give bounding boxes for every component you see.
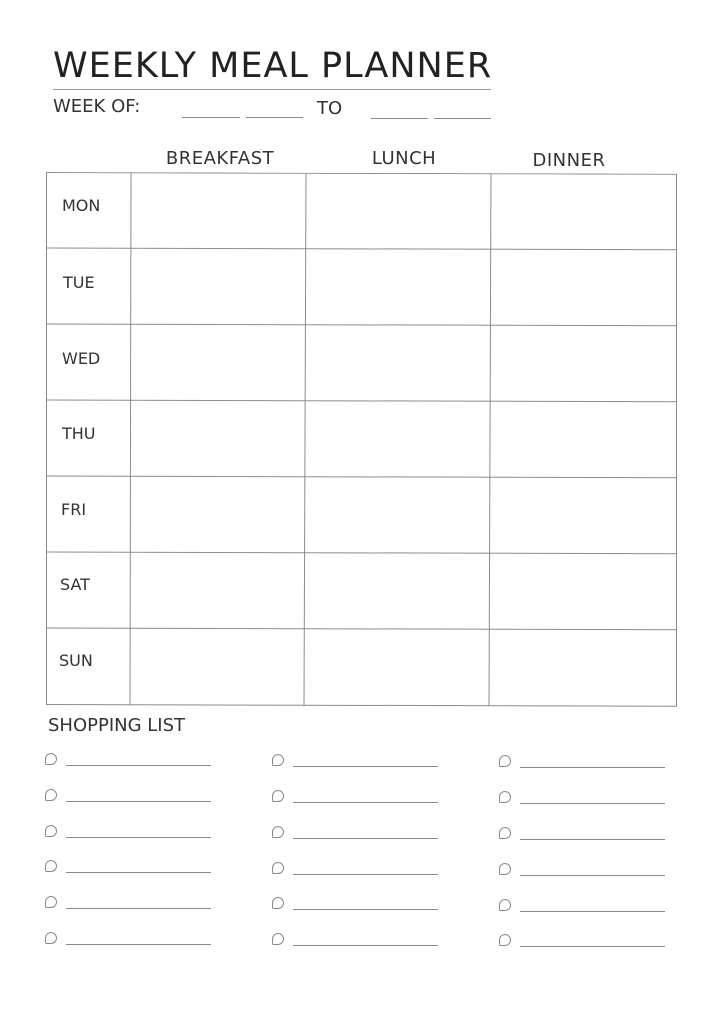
shopping-checkbox[interactable]	[45, 789, 57, 801]
grid-vline-breakfast	[304, 173, 306, 706]
shopping-checkbox[interactable]	[499, 899, 511, 911]
shopping-list-item	[499, 789, 669, 809]
grid-hline-4	[46, 476, 677, 478]
grid-hline-6	[46, 628, 677, 630]
shopping-list-item	[45, 787, 215, 807]
shopping-list-item	[45, 930, 215, 950]
meal-grid	[46, 172, 677, 706]
column-header-lunch: LUNCH	[371, 148, 437, 169]
shopping-list-item	[272, 824, 442, 844]
shopping-checkbox[interactable]	[499, 863, 511, 875]
shopping-list-item	[272, 931, 442, 951]
shopping-item-line[interactable]	[520, 767, 665, 768]
shopping-list-item	[45, 823, 215, 843]
shopping-item-line[interactable]	[293, 874, 438, 875]
shopping-checkbox[interactable]	[45, 825, 57, 837]
shopping-checkbox[interactable]	[272, 862, 284, 874]
shopping-item-line[interactable]	[520, 946, 665, 947]
day-label-mon: MON	[62, 196, 101, 215]
shopping-checkbox[interactable]	[499, 755, 511, 767]
shopping-list-item	[499, 861, 669, 881]
grid-hline-5	[46, 552, 677, 554]
shopping-item-line[interactable]	[520, 911, 665, 912]
shopping-checkbox[interactable]	[272, 933, 284, 945]
shopping-item-line[interactable]	[66, 872, 211, 873]
week-end-blank-2[interactable]	[434, 118, 491, 119]
day-label-thu: THU	[62, 424, 96, 443]
shopping-item-line[interactable]	[66, 801, 211, 802]
shopping-item-line[interactable]	[293, 802, 438, 803]
shopping-list-item	[272, 752, 442, 772]
shopping-checkbox[interactable]	[272, 897, 284, 909]
day-label-tue: TUE	[63, 273, 95, 292]
day-label-wed: WED	[62, 349, 101, 368]
shopping-list-item	[272, 895, 442, 915]
shopping-item-line[interactable]	[293, 766, 438, 767]
column-header-breakfast: BREAKFAST	[165, 148, 275, 169]
column-header-dinner: DINNER	[532, 150, 606, 171]
shopping-list-item	[499, 825, 669, 845]
shopping-checkbox[interactable]	[272, 754, 284, 766]
shopping-checkbox[interactable]	[45, 896, 57, 908]
day-label-sat: SAT	[60, 575, 90, 594]
shopping-checkbox[interactable]	[499, 791, 511, 803]
grid-hline-2	[46, 324, 677, 326]
title-divider	[53, 89, 491, 90]
shopping-item-line[interactable]	[66, 837, 211, 838]
shopping-item-line[interactable]	[66, 765, 211, 766]
shopping-item-line[interactable]	[293, 945, 438, 946]
shopping-checkbox[interactable]	[45, 932, 57, 944]
shopping-list-title: SHOPPING LIST	[48, 715, 186, 736]
week-of-label: WEEK OF:	[53, 96, 141, 117]
shopping-checkbox[interactable]	[272, 790, 284, 802]
shopping-item-line[interactable]	[293, 838, 438, 839]
shopping-item-line[interactable]	[66, 908, 211, 909]
shopping-list-item	[499, 897, 669, 917]
shopping-list-item	[499, 753, 669, 773]
shopping-checkbox[interactable]	[45, 860, 57, 872]
grid-vline-lunch	[489, 173, 491, 706]
shopping-item-line[interactable]	[520, 839, 665, 840]
grid-hline-1	[46, 248, 677, 250]
shopping-list-item	[499, 932, 669, 952]
shopping-list-item	[272, 788, 442, 808]
meal-grid-lines	[46, 172, 677, 708]
week-end-blank-1[interactable]	[371, 118, 428, 119]
day-label-sun: SUN	[59, 651, 93, 670]
to-label: TO	[317, 98, 343, 119]
shopping-item-line[interactable]	[520, 803, 665, 804]
shopping-item-line[interactable]	[293, 909, 438, 910]
shopping-item-line[interactable]	[520, 875, 665, 876]
shopping-list-item	[272, 860, 442, 880]
grid-vline-day	[130, 172, 131, 705]
week-start-blank-1[interactable]	[182, 117, 240, 118]
shopping-checkbox[interactable]	[499, 827, 511, 839]
shopping-list-item	[45, 894, 215, 914]
page-title: WEEKLY MEAL PLANNER	[53, 46, 493, 86]
week-start-blank-2[interactable]	[246, 117, 303, 118]
shopping-checkbox[interactable]	[272, 826, 284, 838]
day-label-fri: FRI	[61, 500, 87, 519]
shopping-checkbox[interactable]	[45, 753, 57, 765]
shopping-item-line[interactable]	[66, 944, 211, 945]
shopping-list-item	[45, 858, 215, 878]
grid-hline-3	[46, 400, 677, 402]
shopping-list-item	[45, 751, 215, 771]
grid-outline	[47, 173, 677, 707]
shopping-checkbox[interactable]	[499, 934, 511, 946]
